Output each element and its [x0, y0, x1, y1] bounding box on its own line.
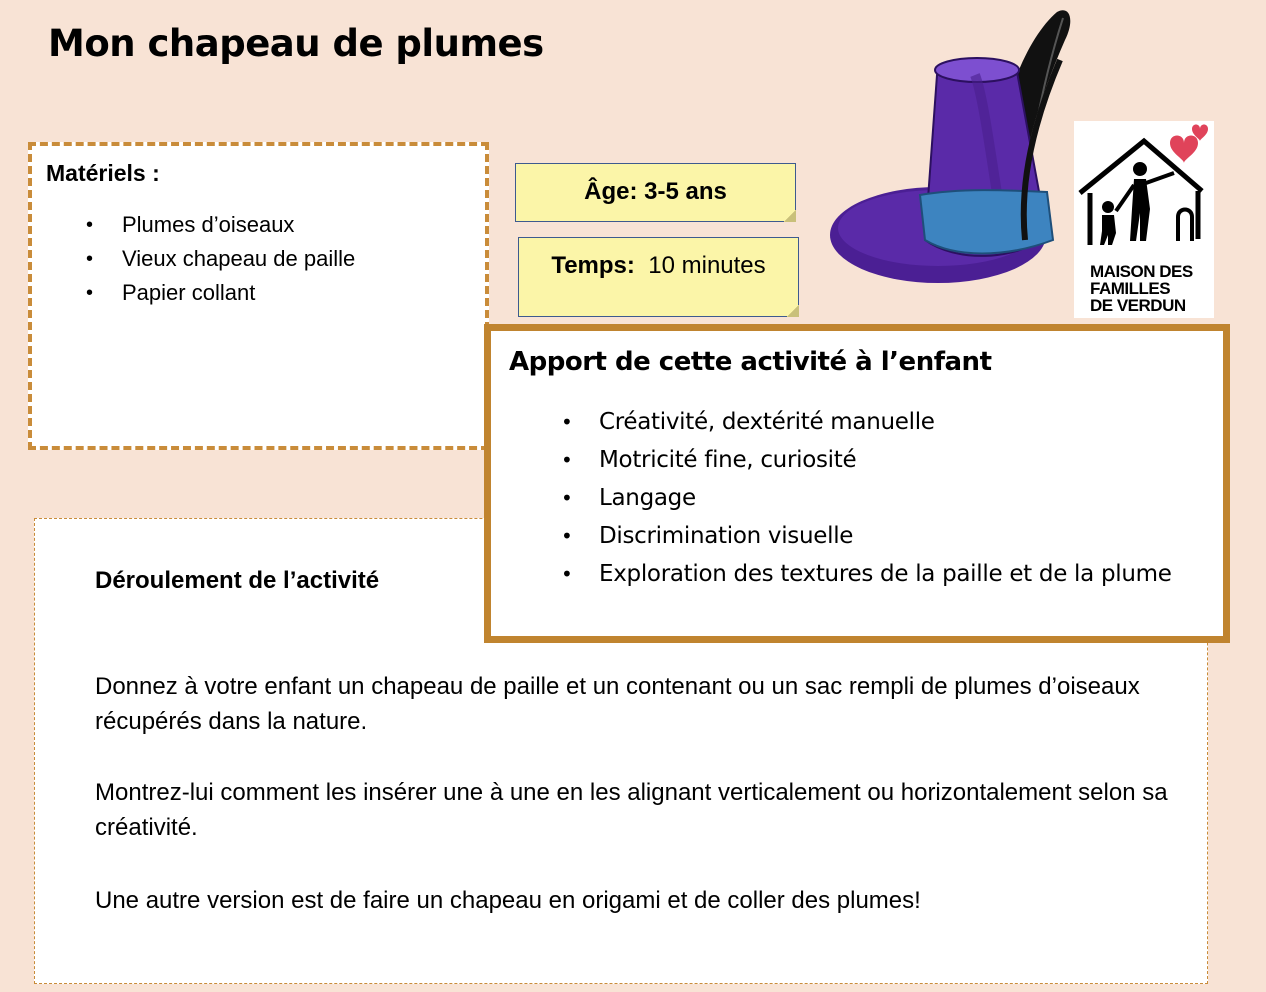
steps-heading: Déroulement de l’activité [95, 567, 380, 594]
list-item: • Plumes d’oiseaux [72, 208, 355, 242]
list-item: • Motricité fine, curiosité [561, 441, 1172, 479]
logo-line: FAMILLES [1090, 279, 1171, 298]
list-item: • Vieux chapeau de paille [72, 242, 355, 276]
benefits-list [561, 403, 1172, 593]
benefits-box [484, 324, 1230, 643]
logo-line: MAISON DES [1090, 262, 1193, 281]
time-label: Temps: [551, 252, 635, 279]
maison-familles-logo [1074, 121, 1214, 318]
list-item: • Langage [561, 479, 1172, 517]
steps-paragraph: Une autre version est de faire un chapeau en origami et de coller des plumes! [95, 887, 921, 914]
steps-paragraph: Montrez-lui comment les insérer une à une en les alignant verticalement ou horizontalement selon sa créativité. [95, 779, 1168, 841]
materials-heading: Matériels : [46, 160, 160, 186]
time-value: 10 minutes [648, 252, 766, 279]
materials-list [72, 208, 355, 310]
list-item: • Papier collant [72, 276, 355, 310]
list-item: • Exploration des textures de la paille et de la plume [561, 555, 1172, 593]
house-family-icon [1074, 121, 1214, 261]
feather-hat-icon [825, 0, 1075, 300]
steps-paragraph: Donnez à votre enfant un chapeau de paille et un contenant ou un sac rempli de plumes d’oiseaux récupérés dans la nature. [95, 673, 1140, 735]
benefits-heading: Apport de cette activité à l’enfant [509, 347, 992, 377]
list-item: • Créativité, dextérité manuelle [561, 403, 1172, 441]
list-item: • Discrimination visuelle [561, 517, 1172, 555]
materials-box [28, 142, 489, 450]
page-fold-icon [784, 210, 796, 222]
age-label: Âge: 3-5 ans [584, 178, 727, 205]
time-note [518, 237, 799, 317]
page-fold-icon [787, 305, 799, 317]
logo-line: DE VERDUN [1090, 296, 1186, 315]
logo-text [1090, 263, 1193, 314]
age-note [515, 163, 796, 222]
page-title: Mon chapeau de plumes [48, 22, 544, 65]
